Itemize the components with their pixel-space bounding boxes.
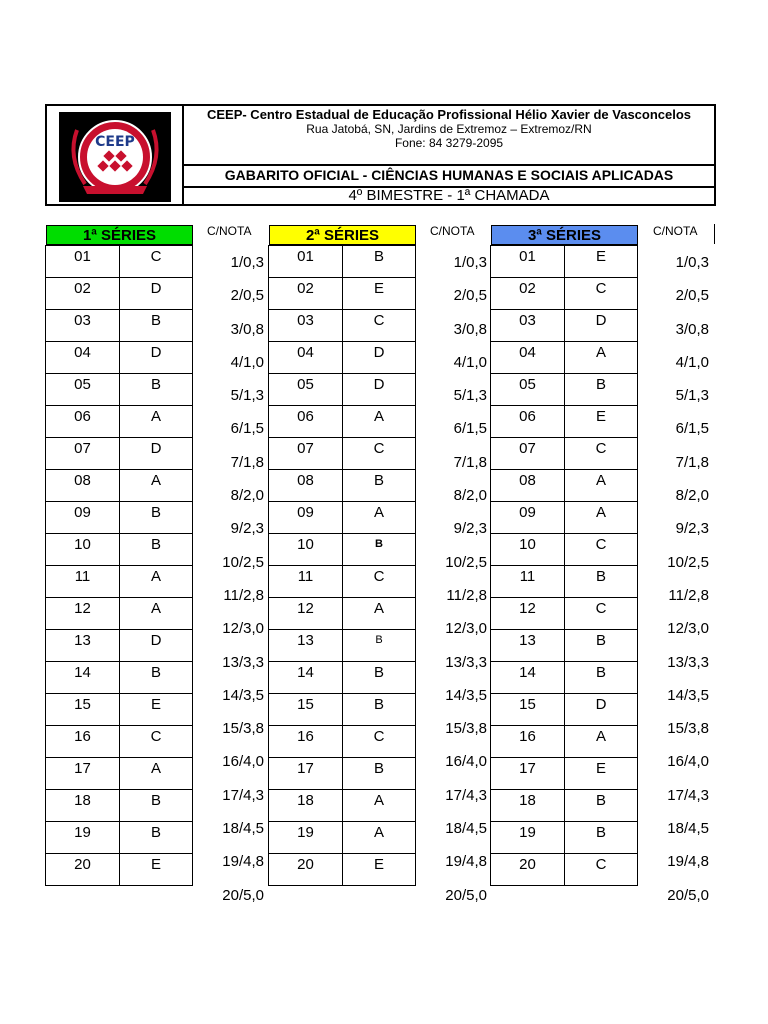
question-number: 11	[46, 566, 120, 598]
answer-letter: A	[120, 758, 193, 790]
question-number: 04	[491, 342, 565, 374]
grade-value: 16/4,0	[445, 753, 487, 771]
table-row	[46, 278, 193, 310]
answer-table-series-2	[268, 245, 416, 886]
table-row	[491, 854, 638, 886]
question-number: 07	[491, 438, 565, 470]
table-row	[269, 566, 416, 598]
answer-letter: A	[565, 470, 638, 502]
question-number: 13	[46, 630, 120, 662]
grade-value: 5/1,3	[675, 387, 709, 405]
answer-letter: E	[343, 854, 416, 886]
table-row	[269, 502, 416, 534]
answer-letter: B	[565, 566, 638, 598]
grade-value: 14/3,5	[222, 686, 264, 704]
table-row	[491, 438, 638, 470]
question-number: 04	[46, 342, 120, 374]
question-number: 03	[269, 310, 343, 342]
question-number: 19	[46, 822, 120, 854]
question-number: 04	[269, 342, 343, 374]
grade-value: 13/3,3	[222, 653, 264, 671]
question-number: 09	[491, 502, 565, 534]
table-row	[46, 694, 193, 726]
table-row	[491, 758, 638, 790]
answer-letter: B	[120, 534, 193, 566]
table-row	[491, 310, 638, 342]
school-address: Rua Jatobá, SN, Jardins de Extremoz – Extremoz/RN	[306, 122, 592, 136]
question-number: 08	[46, 470, 120, 502]
table-row	[491, 502, 638, 534]
grade-column-2	[417, 245, 487, 911]
table-row	[46, 566, 193, 598]
answer-letter: E	[343, 278, 416, 310]
grade-value: 14/3,5	[667, 686, 709, 704]
table-row	[269, 662, 416, 694]
answer-letter: E	[565, 406, 638, 438]
grade-value: 17/4,3	[222, 786, 264, 804]
table-row	[46, 822, 193, 854]
grade-value: 19/4,8	[445, 853, 487, 871]
table-row	[269, 694, 416, 726]
table-row	[46, 310, 193, 342]
grade-value: 7/1,8	[675, 453, 709, 471]
grade-value: 4/1,0	[675, 353, 709, 371]
answer-letter: B	[343, 758, 416, 790]
grade-value: 17/4,3	[445, 786, 487, 804]
grade-value: 3/0,8	[453, 320, 487, 338]
table-row	[269, 470, 416, 502]
answer-letter: A	[343, 598, 416, 630]
grade-value: 19/4,8	[667, 853, 709, 871]
grade-value: 8/2,0	[453, 487, 487, 505]
question-number: 20	[491, 854, 565, 886]
grade-value: 18/4,5	[667, 820, 709, 838]
answer-letter: E	[565, 758, 638, 790]
answer-letter: B	[565, 822, 638, 854]
answer-letter: B	[343, 662, 416, 694]
answer-letter: C	[343, 566, 416, 598]
answer-letter: E	[120, 854, 193, 886]
question-number: 02	[46, 278, 120, 310]
answer-letter: A	[120, 406, 193, 438]
table-row	[269, 598, 416, 630]
table-row	[46, 470, 193, 502]
grade-value: 17/4,3	[667, 786, 709, 804]
table-row	[491, 822, 638, 854]
question-number: 03	[46, 310, 120, 342]
answer-letter: A	[343, 790, 416, 822]
grade-value: 10/2,5	[667, 553, 709, 571]
answer-letter: B	[565, 662, 638, 694]
table-row	[269, 534, 416, 566]
grade-value: 6/1,5	[675, 420, 709, 438]
table-row	[269, 342, 416, 374]
question-number: 17	[46, 758, 120, 790]
question-number: 20	[269, 854, 343, 886]
table-row	[491, 278, 638, 310]
answer-letter: B	[343, 630, 416, 662]
question-number: 13	[269, 630, 343, 662]
answer-letter: A	[343, 502, 416, 534]
grade-value: 5/1,3	[230, 387, 264, 405]
grade-value: 9/2,3	[453, 520, 487, 538]
question-number: 11	[269, 566, 343, 598]
answer-letter: A	[343, 406, 416, 438]
answer-letter: A	[120, 470, 193, 502]
grade-value: 4/1,0	[453, 353, 487, 371]
answer-letter: B	[120, 310, 193, 342]
question-number: 14	[46, 662, 120, 694]
table-row	[269, 278, 416, 310]
question-number: 17	[269, 758, 343, 790]
question-number: 20	[46, 854, 120, 886]
table-row	[269, 854, 416, 886]
table-row	[269, 406, 416, 438]
table-row	[269, 310, 416, 342]
answer-letter: C	[565, 598, 638, 630]
question-number: 10	[491, 534, 565, 566]
answer-letter: C	[343, 726, 416, 758]
grade-value: 9/2,3	[675, 520, 709, 538]
question-number: 06	[491, 406, 565, 438]
table-row	[46, 246, 193, 278]
question-number: 09	[269, 502, 343, 534]
question-number: 05	[269, 374, 343, 406]
answer-letter: A	[565, 726, 638, 758]
school-name: CEEP- Centro Estadual de Educação Profissional Hélio Xavier de Vasconcelos	[206, 107, 692, 122]
question-number: 08	[269, 470, 343, 502]
grade-value: 12/3,0	[667, 620, 709, 638]
grade-value: 16/4,0	[222, 753, 264, 771]
table-row	[46, 438, 193, 470]
table-row	[491, 566, 638, 598]
grade-value: 16/4,0	[667, 753, 709, 771]
grade-value: 1/0,3	[675, 254, 709, 271]
question-number: 15	[269, 694, 343, 726]
answer-letter: D	[120, 342, 193, 374]
grade-value: 20/5,0	[445, 886, 487, 904]
question-number: 14	[269, 662, 343, 694]
grade-value: 8/2,0	[230, 487, 264, 505]
school-phone: Fone: 84 3279-2095	[394, 136, 504, 150]
document-subtitle: 4º BIMESTRE - 1ª CHAMADA	[348, 187, 550, 204]
answer-letter: E	[565, 246, 638, 278]
grade-column-3	[639, 245, 709, 911]
grade-value: 15/3,8	[222, 720, 264, 738]
table-row	[491, 342, 638, 374]
answer-letter: D	[120, 630, 193, 662]
question-number: 06	[269, 406, 343, 438]
logo-cell	[47, 106, 184, 204]
question-number: 02	[269, 278, 343, 310]
question-number: 07	[46, 438, 120, 470]
table-row	[269, 758, 416, 790]
answer-letter: C	[565, 278, 638, 310]
answer-letter: D	[343, 342, 416, 374]
table-row	[491, 694, 638, 726]
grade-value: 3/0,8	[230, 320, 264, 338]
answer-letter: C	[565, 534, 638, 566]
question-number: 01	[46, 246, 120, 278]
question-number: 13	[491, 630, 565, 662]
divider-mark	[714, 224, 715, 244]
series-2-badge: 2ª SÉRIES	[269, 225, 416, 245]
grade-header-3: C/NOTA	[653, 224, 698, 238]
grade-value: 7/1,8	[453, 453, 487, 471]
question-number: 12	[491, 598, 565, 630]
table-row	[269, 374, 416, 406]
logo-text: CEEP	[95, 134, 135, 150]
answer-letter: B	[565, 630, 638, 662]
table-row	[491, 374, 638, 406]
table-row	[46, 502, 193, 534]
grade-value: 15/3,8	[667, 720, 709, 738]
answer-letter: D	[120, 278, 193, 310]
table-row	[491, 790, 638, 822]
grade-value: 11/2,8	[668, 586, 709, 604]
answer-letter: B	[120, 502, 193, 534]
question-number: 19	[491, 822, 565, 854]
grade-value: 4/1,0	[230, 353, 264, 371]
answer-letter: A	[565, 342, 638, 374]
grade-value: 10/2,5	[222, 553, 264, 571]
answer-letter: B	[343, 470, 416, 502]
question-number: 16	[269, 726, 343, 758]
table-row	[491, 598, 638, 630]
table-row	[46, 342, 193, 374]
grade-value: 6/1,5	[453, 420, 487, 438]
question-number: 02	[491, 278, 565, 310]
question-number: 14	[491, 662, 565, 694]
grade-header-1: C/NOTA	[207, 224, 252, 238]
grade-value: 5/1,3	[453, 387, 487, 405]
table-row	[491, 470, 638, 502]
grade-value: 2/0,5	[230, 287, 264, 305]
answer-letter: C	[120, 726, 193, 758]
question-number: 05	[491, 374, 565, 406]
grade-header-2: C/NOTA	[430, 224, 475, 238]
grade-value: 18/4,5	[222, 820, 264, 838]
answer-table-series-1	[45, 245, 193, 886]
grade-value: 11/2,8	[446, 586, 487, 604]
answer-letter: B	[565, 790, 638, 822]
table-row	[46, 662, 193, 694]
question-number: 08	[491, 470, 565, 502]
answer-letter: B	[343, 534, 416, 566]
answer-letter: A	[565, 502, 638, 534]
answer-letter: B	[343, 694, 416, 726]
table-row	[491, 246, 638, 278]
grade-value: 20/5,0	[667, 886, 709, 904]
question-number: 18	[46, 790, 120, 822]
question-number: 16	[46, 726, 120, 758]
document-title: GABARITO OFICIAL - CIÊNCIAS HUMANAS E SOCIAIS APLICADAS	[184, 164, 714, 188]
question-number: 06	[46, 406, 120, 438]
grade-value: 14/3,5	[445, 686, 487, 704]
question-number: 12	[269, 598, 343, 630]
answer-letter: C	[565, 438, 638, 470]
question-number: 19	[269, 822, 343, 854]
school-logo	[59, 112, 171, 202]
question-number: 10	[269, 534, 343, 566]
question-number: 18	[269, 790, 343, 822]
grade-value: 7/1,8	[230, 453, 264, 471]
question-number: 11	[491, 566, 565, 598]
grade-value: 1/0,3	[453, 254, 487, 271]
table-row	[491, 630, 638, 662]
table-row	[46, 374, 193, 406]
answer-letter: B	[120, 374, 193, 406]
answer-letter: A	[343, 822, 416, 854]
grade-value: 20/5,0	[222, 886, 264, 904]
table-row	[269, 438, 416, 470]
series-1-badge: 1ª SÉRIES	[46, 225, 193, 245]
answer-letter: E	[120, 694, 193, 726]
grade-value: 18/4,5	[445, 820, 487, 838]
question-number: 10	[46, 534, 120, 566]
grade-value: 10/2,5	[445, 553, 487, 571]
question-number: 12	[46, 598, 120, 630]
answer-letter: B	[565, 374, 638, 406]
table-row	[491, 406, 638, 438]
question-number: 16	[491, 726, 565, 758]
question-number: 07	[269, 438, 343, 470]
grade-value: 9/2,3	[230, 520, 264, 538]
table-row	[46, 598, 193, 630]
grade-value: 15/3,8	[445, 720, 487, 738]
grade-value: 13/3,3	[667, 653, 709, 671]
table-row	[46, 726, 193, 758]
question-number: 03	[491, 310, 565, 342]
answer-letter: C	[343, 310, 416, 342]
grade-value: 12/3,0	[222, 620, 264, 638]
answer-letter: A	[120, 598, 193, 630]
grade-value: 1/0,3	[230, 254, 264, 271]
answer-letter: C	[120, 246, 193, 278]
table-row	[269, 822, 416, 854]
table-row	[269, 726, 416, 758]
answer-letter: B	[120, 822, 193, 854]
series-3-badge: 3ª SÉRIES	[491, 225, 638, 245]
table-row	[46, 534, 193, 566]
question-number: 15	[491, 694, 565, 726]
question-number: 09	[46, 502, 120, 534]
table-row	[46, 854, 193, 886]
question-number: 15	[46, 694, 120, 726]
grade-value: 3/0,8	[675, 320, 709, 338]
grade-value: 13/3,3	[445, 653, 487, 671]
answer-letter: D	[565, 310, 638, 342]
answer-table-series-3	[490, 245, 638, 886]
answer-letter: B	[120, 662, 193, 694]
document-header	[45, 104, 716, 206]
answer-letter: C	[343, 438, 416, 470]
question-number: 17	[491, 758, 565, 790]
table-row	[46, 758, 193, 790]
answer-letter: A	[120, 566, 193, 598]
table-row	[491, 726, 638, 758]
table-row	[269, 630, 416, 662]
table-row	[269, 246, 416, 278]
answer-letter: D	[343, 374, 416, 406]
answer-letter: B	[120, 790, 193, 822]
grade-value: 2/0,5	[453, 287, 487, 305]
table-row	[46, 790, 193, 822]
question-number: 01	[269, 246, 343, 278]
question-number: 05	[46, 374, 120, 406]
grade-value: 6/1,5	[230, 420, 264, 438]
grade-value: 11/2,8	[223, 586, 264, 604]
table-row	[46, 630, 193, 662]
table-row	[269, 790, 416, 822]
question-number: 18	[491, 790, 565, 822]
answer-letter: D	[120, 438, 193, 470]
table-row	[46, 406, 193, 438]
grade-value: 12/3,0	[445, 620, 487, 638]
answer-letter: D	[565, 694, 638, 726]
grade-value: 2/0,5	[675, 287, 709, 305]
answer-letter: C	[565, 854, 638, 886]
grade-column-1	[194, 245, 264, 911]
grade-value: 8/2,0	[675, 487, 709, 505]
question-number: 01	[491, 246, 565, 278]
grade-value: 19/4,8	[222, 853, 264, 871]
table-row	[491, 662, 638, 694]
table-row	[491, 534, 638, 566]
answer-letter: B	[343, 246, 416, 278]
